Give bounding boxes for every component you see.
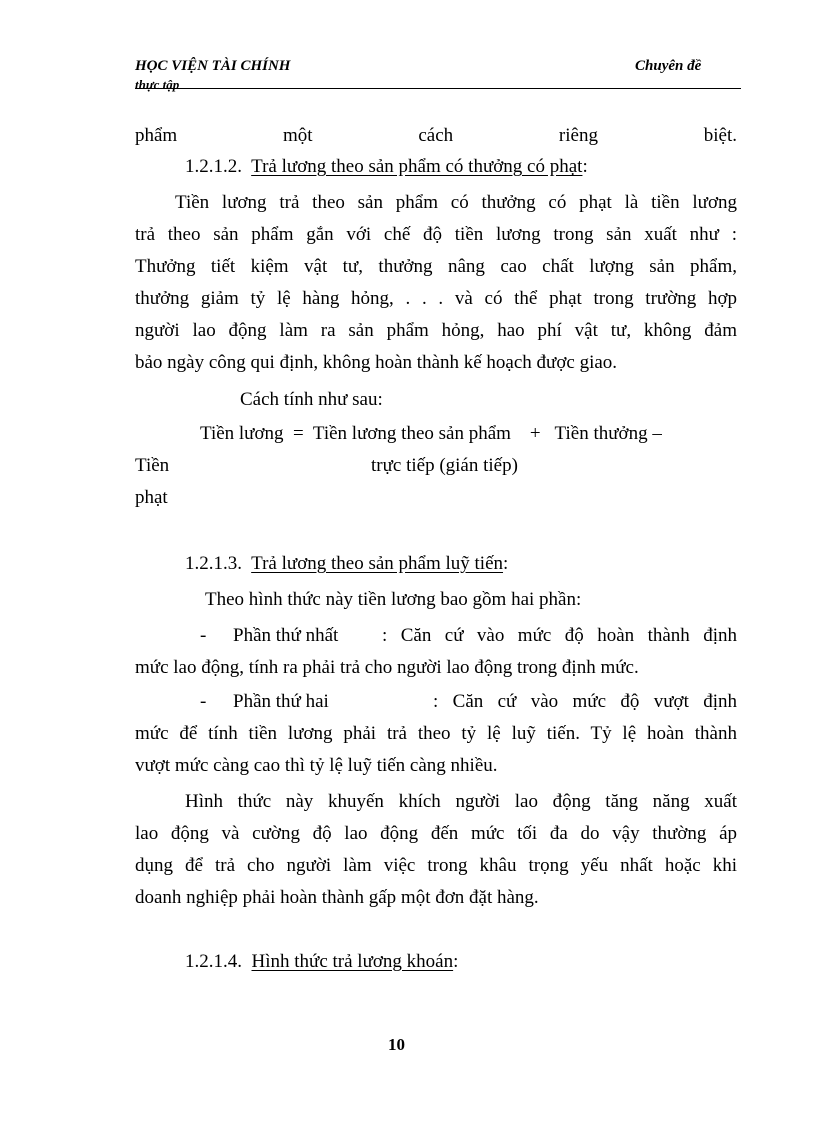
formula-line: Tiền lương = Tiền lương theo sản phẩm + Tiền thưởng – [200,423,662,444]
formula-intro: Cách tính như sau: [240,389,383,410]
section-heading-1-2-1-2 [185,155,588,179]
section-title: Hình thức trả lương khoán [251,951,454,972]
section-heading-1-2-1-3 [185,552,508,576]
part2-text: : Căn cứ vào mức độ vượt định [433,691,737,712]
section-title: Trả lương theo sản phẩm luỹ tiến [251,553,504,574]
header-school-name-wrap: thực tập [135,77,180,92]
paragraph-line: doanh nghiệp phải hoàn thành gấp một đơn đặt hàng. [135,887,539,908]
section-colon: : [503,553,509,574]
section-number: 1.2.1.3. [185,553,242,574]
paragraph-line: Tiền lương trả theo sản phẩm có thưởng có phạt là tiền lương [175,192,737,213]
part2-label: Phần thứ hai [233,691,329,712]
paragraph-line: vượt mức càng cao thì tỷ lệ luỹ tiến càng nhiều. [135,755,498,776]
paragraph-line: Hình thức này khuyến khích người lao động tăng năng xuất [185,791,737,812]
paragraph-line: bảo ngày công qui định, không hoàn thành kế hoạch được giao. [135,352,618,373]
paragraph-line: phẩm một cách riêng biệt. [135,125,737,146]
section-heading-1-2-1-4 [185,950,458,974]
header-school-name: HỌC VIỆN TÀI CHÍNH [135,58,291,74]
bullet-dash: - [200,625,207,646]
formula-phat: phạt [135,487,168,508]
paragraph-line: thưởng giảm tỷ lệ hàng hỏng, . . . và có thể phạt trong trường hợp [135,288,737,309]
paragraph-line: người lao động làm ra sản phẩm hỏng, hao phí vật tư, không đảm [135,320,737,341]
paragraph-line: Theo hình thức này tiền lương bao gồm hai phần: [205,589,582,610]
formula-tien: Tiền [135,455,170,476]
paragraph-line: trả theo sản phẩm gắn với chế độ tiền lương trong sản xuất như : [135,224,737,245]
formula-subscript: trực tiếp (gián tiếp) [371,455,518,476]
paragraph-line: Thưởng tiết kiệm vật tư, thưởng nâng cao chất lượng sản phẩm, [135,256,737,277]
section-title: Trả lương theo sản phẩm có thưởng có phạt [251,156,583,177]
part1-label: Phần thứ nhất [233,625,339,646]
page-number: 10 [388,1035,405,1054]
part1-text: : Căn cứ vào mức độ hoàn thành định [382,625,737,646]
paragraph-line: mức lao động, tính ra phải trả cho người lao động trong định mức. [135,657,639,678]
section-colon: : [582,156,588,177]
header-rule [135,88,741,89]
section-colon: : [453,951,459,972]
section-number: 1.2.1.4. [185,951,242,972]
header-doc-type: Chuyên đề [635,58,702,74]
section-number: 1.2.1.2. [185,156,242,177]
paragraph-line: lao động và cường độ lao động đến mức tối đa do vậy thường áp [135,823,737,844]
paragraph-line: mức để tính tiền lương phải trả theo tỷ lệ luỹ tiến. Tỷ lệ hoàn thành [135,723,737,744]
paragraph-line: dụng để trả cho người làm việc trong khâu trọng yếu nhất hoặc khi [135,855,737,876]
bullet-dash: - [200,691,207,712]
